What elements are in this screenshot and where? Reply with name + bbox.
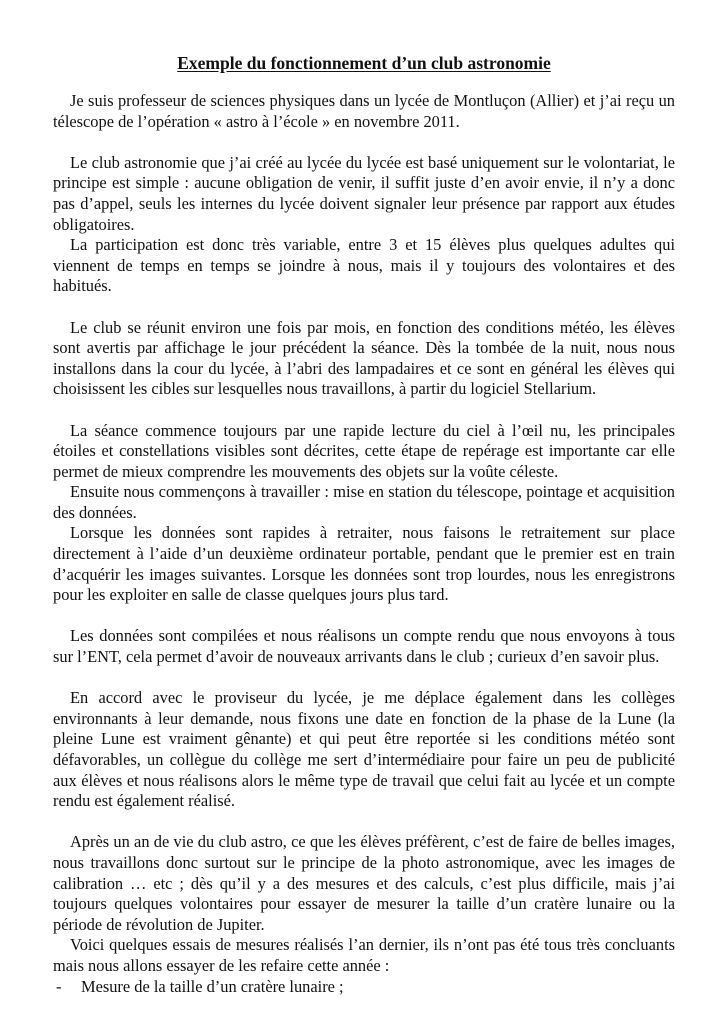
measurement-list bbox=[53, 977, 675, 998]
document-page bbox=[53, 52, 675, 997]
paragraph-gap bbox=[53, 606, 675, 627]
paragraph-gap bbox=[53, 812, 675, 833]
paragraph-bilan: Après un an de vie du club astro, ce que les élèves préfèrent, c’est de faire de belles images, nous travaillons donc surtout sur le principe de la photo astronomique, avec les images de calibration … etc ; dès qu’il y a des mesures et des calculs, c’est plus difficile, mais j’ai toujours quelques volontaires pour essayer de mesurer la taille d’un cratère lunaire ou la période de révolution de Jupiter. bbox=[53, 832, 675, 934]
list-bullet: - bbox=[56, 976, 62, 996]
paragraph-participation: La participation est donc très variable, entre 3 et 15 élèves plus quelques adultes qui viennent de temps en temps se joindre à nous, mais il y toujours des volontaires et des habitués. bbox=[53, 235, 675, 296]
paragraph-seance: La séance commence toujours par une rapide lecture du ciel à l’œil nu, les principales étoiles et constellations visibles sont décrites, cette étape de repérage est importante car elle permet de mieux comprendre les mouvements des objets sur la voûte céleste. bbox=[53, 420, 675, 481]
paragraph-travail: Ensuite nous commençons à travailler : mise en station du télescope, pointage et acquisition des données. bbox=[53, 482, 675, 522]
list-item bbox=[53, 977, 675, 998]
paragraph-compte-rendu: Les données sont compilées et nous réalisons un compte rendu que nous envoyons à tous sur l’ENT, cela permet d’avoir de nouveaux arrivants dans le club ; curieux d’en savoir plus. bbox=[53, 626, 675, 667]
list-item-text: Mesure de la taille d’un cratère lunaire ; bbox=[81, 976, 344, 996]
paragraph-gap bbox=[53, 132, 675, 153]
paragraph-colleges: En accord avec le proviseur du lycée, je me déplace également dans les collèges environnants à leur demande, nous fixons une date en fonction de la phase de la Lune (la pleine Lune est vraiment gênante) et qui peut être reportée si les conditions météo sont défavorables, un collègue du collège me sert d’intermédiaire pour faire un peu de publicité aux élèves et nous réalisons alors le même type de travail que celui fait au lycée et un compte rendu est également réalisé. bbox=[53, 688, 675, 811]
paragraph-volontariat: Le club astronomie que j’ai créé au lycée du lycée est basé uniquement sur le volontariat, le principe est simple : aucune obligation de venir, il suffit juste d’en avoir envie, il n’y a donc pas d’appel, seuls les internes du lycée doivent signaler leur présence par rapport aux études obligatoires. bbox=[53, 152, 675, 234]
paragraph-gap bbox=[53, 668, 675, 689]
paragraph-gap bbox=[53, 400, 675, 421]
paragraph-mesures: Voici quelques essais de mesures réalisés l’an dernier, ils n’ont pas été tous très concluants mais nous allons essayer de les refaire cette année : bbox=[53, 935, 675, 975]
paragraph-retraitement: Lorsque les données sont rapides à retraiter, nous faisons le retraitement sur place directement à l’aide d’un deuxième ordinateur portable, pendant que le premier est en train d’acquérir les images suivantes. Lorsque les données sont trop lourdes, nous les enregistrons pour les exploiter en salle de classe quelques jours plus tard. bbox=[53, 523, 675, 605]
paragraph-intro: Je suis professeur de sciences physiques dans un lycée de Montluçon (Allier) et j’ai reçu un télescope de l’opération « astro à l’école » en novembre 2011. bbox=[53, 91, 675, 131]
document-title: Exemple du fonctionnement d’un club astronomie bbox=[177, 53, 551, 73]
paragraph-gap bbox=[53, 297, 675, 318]
paragraph-reunion: Le club se réunit environ une fois par mois, en fonction des conditions météo, les élèves sont avertis par affichage le jour précédent la séance. Dès la tombée de la nuit, nous nous installons dans la cour du lycée, à l’abri des lampadaires et ce sont en général les élèves qui choisissent les cibles sur lesquelles nous travaillons, à partir du logiciel Stellarium. bbox=[53, 317, 675, 399]
